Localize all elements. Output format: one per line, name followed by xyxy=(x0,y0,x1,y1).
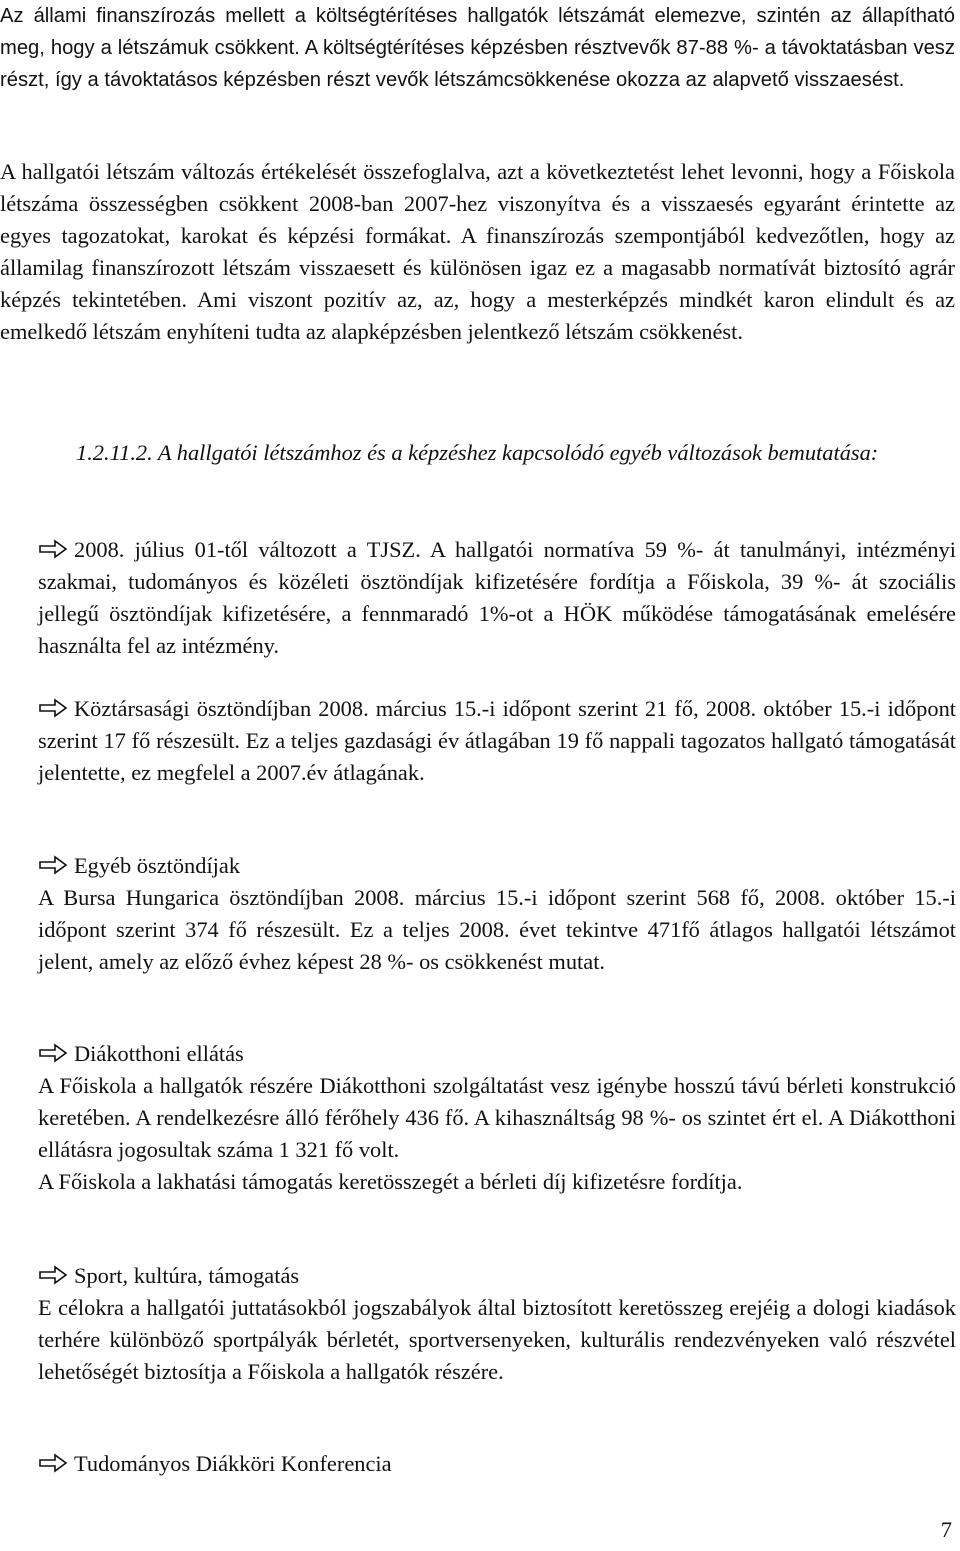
bullet-section-koztarsasagi xyxy=(38,693,956,789)
bullet-title-line xyxy=(38,1448,956,1480)
bullet-paragraph: A Főiskola a hallgatók részére Diákotthoni szolgáltatást vesz igénybe hosszú távú bérleti konstrukció keretében. A rendelkezésre álló férőhely 436 fő. A kihasználtság 98 %- os szintet ért el. A Diákotthoni ellátásra jogosultak száma 1 321 fő volt. xyxy=(38,1073,956,1162)
bullet-title-line xyxy=(38,1038,956,1070)
section-heading-number: 1.2.11.2. xyxy=(76,440,153,465)
bullet-section-sport xyxy=(38,1260,956,1388)
bullet-title: Egyéb ösztöndíjak xyxy=(74,853,241,878)
bullet-section-egyeb-osztondijak xyxy=(38,850,956,978)
bullet-section-tdk xyxy=(38,1448,956,1480)
outline-right-arrow-icon xyxy=(38,539,68,559)
section-heading-text: A hallgatói létszámhoz és a képzéshez kapcsolódó egyéb változások bemutatása: xyxy=(157,440,879,465)
outline-right-arrow-icon xyxy=(38,698,68,718)
bullet-title-line xyxy=(38,1260,956,1292)
bullet-title-line xyxy=(38,850,956,882)
intro-paragraph: Az állami finanszírozás mellett a költségtérítéses hallgatók létszámát elemezve, szintén az állapítható meg, hogy a létszámuk csökkent. A költségtérítéses képzésben résztvevők 87-88 %- a távoktatásban vesz részt, így a távoktatásos képzésben részt vevők létszámcsökkenése okozza az alapvető visszaesést. xyxy=(0,5,955,91)
bullet-text: 2008. július 01-től változott a TJSZ. A hallgatói normatíva 59 %- át tanulmányi, intézményi szakmai, tudományos és közéleti ösztöndíjak kifizetésére fordítja a Főiskola, 39 %- át szociális jellegű ösztöndíjak kifizetésére, a fennmaradó 1%-ot a HÖK működése támogatásának emelésére használta fel az intézmény. xyxy=(38,537,956,658)
bullet-section-diakotthon xyxy=(38,1038,956,1198)
outline-right-arrow-icon xyxy=(38,1043,68,1063)
outline-right-arrow-icon xyxy=(38,1265,68,1285)
bullet-paragraph xyxy=(38,693,956,789)
bullet-paragraph: A Bursa Hungarica ösztöndíjban 2008. március 15.-i időpont szerint 568 fő, 2008. október 15.-i időpont szerint 374 fő részesült. Ez a teljes 2008. évet tekintve 471fő átlagos hallgatói létszámot jelent, amely az előző évhez képest 28 %- os csökkenést mutat. xyxy=(38,885,956,974)
bullet-paragraph: E célokra a hallgatói juttatásokból jogszabályok által biztosított keretösszeg erejéig a dologi kiadások terhére különböző sportpályák bérletét, sportversenyeken, kulturális rendezvényeken való részvétel lehetőségét biztosítja a Főiskola a hallgatók részére. xyxy=(38,1295,956,1384)
bullet-title: Diákotthoni ellátás xyxy=(74,1041,244,1066)
bullet-section-tjsz xyxy=(38,534,956,662)
page-number: 7 xyxy=(940,1517,952,1542)
bullet-title: Sport, kultúra, támogatás xyxy=(74,1263,300,1288)
bullet-title: Tudományos Diákköri Konferencia xyxy=(74,1451,392,1476)
outline-right-arrow-icon xyxy=(38,855,68,875)
summary-paragraph: A hallgatói létszám változás értékelését összefoglalva, azt a következtetést lehet levonni, hogy a Főiskola létszáma összességben csökkent 2008-ban 2007-hez viszonyítva és a visszaesés egyaránt érintette az egyes tagozatokat, karokat és képzési formákat. A finanszírozás szempontjából kedvezőtlen, hogy az államilag finanszírozott létszám visszaesett és különösen igaz ez a magasabb normatívát biztosító agrár képzés tekintetében. Ami viszont pozitív az, az, hogy a mesterképzés mindkét karon elindult és az emelkedő létszám enyhíteni tudta az alapképzésben jelentkező létszám csökkenést. xyxy=(0,159,955,344)
bullet-text: Köztársasági ösztöndíjban 2008. március 15.-i időpont szerint 21 fő, 2008. október 15.-i időpont szerint 17 fő részesült. Ez a teljes gazdasági év átlagában 19 fő nappali tagozatos hallgató támogatását jelentette, ez megfelel a 2007.év átlagának. xyxy=(38,696,956,785)
bullet-paragraph xyxy=(38,534,956,662)
section-heading xyxy=(0,437,955,469)
bullet-paragraph: A Főiskola a lakhatási támogatás keretösszegét a bérleti díj kifizetésre fordítja. xyxy=(38,1169,743,1194)
outline-right-arrow-icon xyxy=(38,1453,68,1473)
